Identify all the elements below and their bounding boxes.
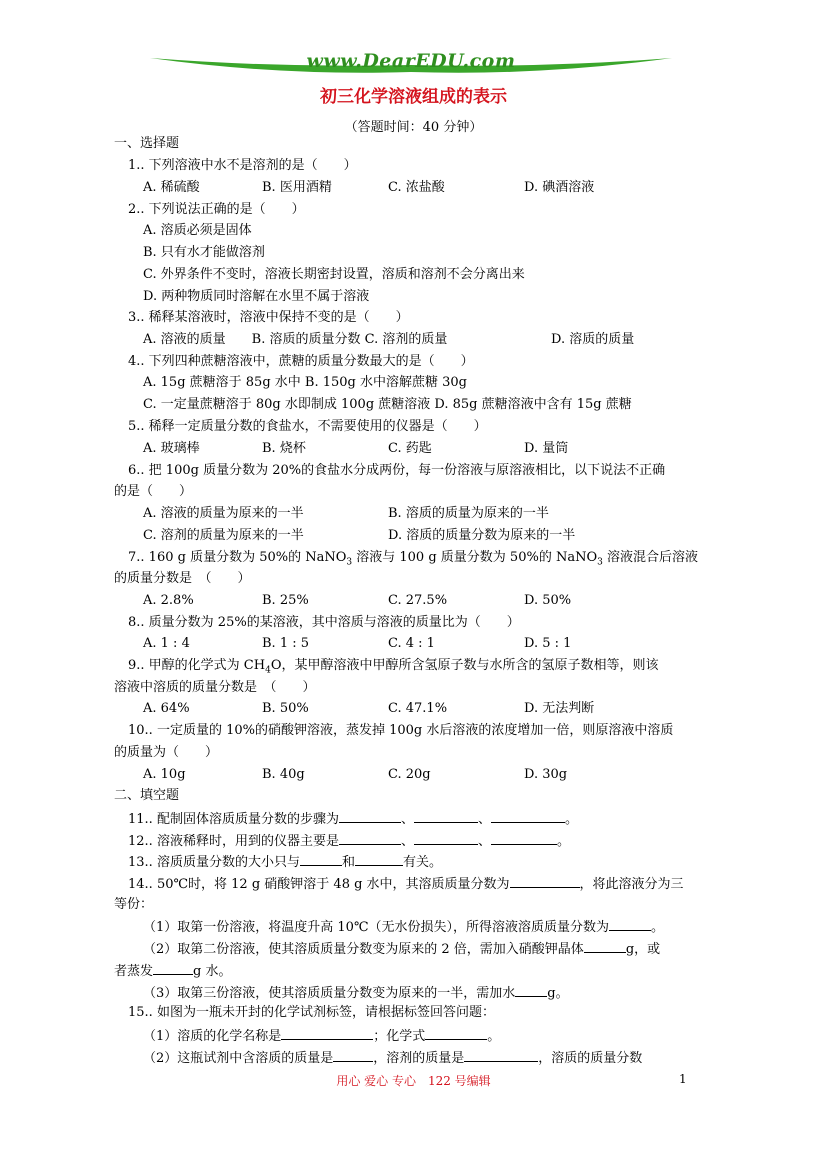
answer-blank[interactable] [414, 809, 478, 823]
stem-text: （2）取第二份溶液，使其溶质质量分数变为原来的 2 倍，需加入硝酸钾晶体 [143, 942, 584, 957]
option: A. 溶质必须是固体 [143, 223, 252, 238]
option: D. 两种物质同时溶解在水里不属于溶液 [143, 289, 370, 304]
question-stem: 溶液中溶质的质量分数是 （ ） [114, 680, 316, 695]
stem-end: 。 [556, 834, 570, 849]
answer-blank[interactable] [339, 831, 401, 845]
stem-text: 9.. 甲醇的化学式为 CH [128, 658, 266, 673]
option: D. 溶质的质量 [551, 332, 635, 347]
option: C. 4 : 1 [388, 636, 435, 651]
stem-text: O，某甲醇溶液中甲醇所含氢原子数与水所含的氢原子数相等，则该 [270, 658, 659, 673]
stem-text: 溶液混合后溶液 [602, 550, 698, 565]
option: D. 溶质的质量分数为原来的一半 [388, 528, 576, 543]
sub-question [143, 1026, 500, 1046]
option: C. 浓盐酸 [388, 180, 445, 195]
option: B. 40g [262, 767, 305, 782]
answer-blank[interactable] [355, 852, 403, 866]
answer-blank[interactable] [414, 831, 478, 845]
subscript: 4 [265, 665, 271, 676]
sub-question [143, 983, 569, 1003]
stem-end: 有关。 [402, 855, 442, 870]
stem-text: （3）取第三份溶液，使其溶质质量分数变为原来的一半，需加水 [143, 986, 516, 1001]
separator: 、 [400, 834, 414, 849]
option: D. 30g [524, 767, 568, 782]
option: A. 溶液的质量为原来的一半 [143, 506, 304, 521]
stem-text: 7.. 160 g 质量分数为 50%的 NaNO [128, 550, 347, 565]
answer-blank[interactable] [491, 809, 565, 823]
question-stem [128, 852, 442, 872]
stem-end: 。 [564, 812, 578, 827]
option: B. 50% [262, 701, 309, 716]
option: D. 无法判断 [524, 701, 595, 716]
sub-question [143, 1048, 642, 1068]
site-name: www.DearEDU.com [306, 50, 516, 72]
option: A. 64% [143, 701, 190, 716]
answer-blank[interactable] [491, 831, 557, 845]
option: C. 47.1% [388, 701, 448, 716]
answer-blank[interactable] [425, 1026, 487, 1040]
section-heading: 二、填空题 [114, 788, 180, 803]
page-title: 初三化学溶液组成的表示 [320, 87, 507, 107]
option: A. 15g 蔗糖溶于 85g 水中 B. 150g 水中溶解蔗糖 30g [143, 375, 467, 390]
question-stem [128, 657, 659, 680]
separator: 、 [477, 812, 491, 827]
stem-end: 。 [651, 920, 665, 935]
stem-text: 13.. 溶质质量分数的大小只与 [128, 855, 300, 870]
question-stem: 10.. 一定质量的 10%的硝酸钾溶液，蒸发掉 100g 水后溶液的浓度增加一倍，则原溶液中溶质 [128, 723, 674, 738]
stem-text: 11.. 配制固体溶质质量分数的步骤为 [128, 812, 339, 827]
page-subtitle: （答题时间：40 分钟） [344, 120, 483, 135]
option: D. 碘酒溶液 [524, 180, 595, 195]
answer-blank[interactable] [584, 939, 626, 953]
option: A. 1 : 4 [143, 636, 190, 651]
sub-question [143, 939, 660, 959]
question-stem: 的是（ ） [114, 484, 193, 499]
question-stem [128, 831, 570, 851]
stem-text: 溶液与 100 g 质量分数为 50%的 NaNO [352, 550, 598, 565]
stem-text: ；化学式 [373, 1029, 426, 1044]
option: D. 5 : 1 [524, 636, 572, 651]
question-stem: 1.. 下列溶液中水不是溶剂的是（ ） [128, 158, 357, 173]
separator: 、 [400, 812, 414, 827]
question-stem [128, 809, 578, 829]
question-stem: 4.. 下列四种蔗糖溶液中，蔗糖的质量分数最大的是（ ） [128, 354, 474, 369]
subscript: 3 [346, 557, 353, 568]
stem-text: ，将此溶液分为三 [579, 877, 684, 892]
option: C. 27.5% [388, 593, 448, 608]
question-stem: 15.. 如图为一瓶未开封的化学试剂标签，请根据标签回答问题： [128, 1005, 495, 1020]
stem-text: （1）溶质的化学名称是 [143, 1029, 282, 1044]
option: A. 10g [143, 767, 186, 782]
option: A. 稀硫酸 [143, 180, 200, 195]
question-stem [128, 549, 698, 572]
page-number: 1 [679, 1072, 687, 1086]
option: C. 外界条件不变时，溶液长期密封设置，溶质和溶剂不会分离出来 [143, 267, 525, 282]
question-stem: 等份： [114, 897, 154, 912]
answer-blank[interactable] [609, 917, 651, 931]
stem-text: 者蒸发 [114, 964, 154, 979]
sub-question [143, 917, 664, 937]
question-stem: 的质量分数是 （ ） [114, 571, 251, 586]
option: D. 50% [524, 593, 572, 608]
section-heading: 一、选择题 [114, 136, 180, 151]
answer-blank[interactable] [515, 983, 547, 997]
stem-end: 。 [487, 1029, 501, 1044]
option: A. 玻璃棒 [143, 441, 200, 456]
answer-blank[interactable] [464, 1048, 538, 1062]
option: A. 2.8% [143, 593, 194, 608]
question-stem: 6.. 把 100g 质量分数为 20%的食盐水分成两份，每一份溶液与原溶液相比，以下说法不正确 [128, 463, 666, 478]
option: C. 一定量蔗糖溶于 80g 水即制成 100g 蔗糖溶液 D. 85g 蔗糖溶液中含有 15g 蔗糖 [143, 397, 632, 412]
stem-text: ，溶剂的质量是 [373, 1051, 465, 1066]
site-header [150, 50, 672, 80]
option: B. 25% [262, 593, 309, 608]
question-stem: 2.. 下列说法正确的是（ ） [128, 202, 305, 217]
stem-text: 12.. 溶液稀释时，用到的仪器主要是 [128, 834, 339, 849]
stem-text: 14.. 50℃时，将 12 g 硝酸钾溶于 48 g 水中，其溶质质量分数为 [128, 877, 510, 892]
option: B. 溶质的质量为原来的一半 [388, 506, 549, 521]
question-stem: 5.. 稀释一定质量分数的食盐水，不需要使用的仪器是（ ） [128, 419, 487, 434]
answer-blank[interactable] [333, 1048, 373, 1062]
option: B. 医用酒精 [262, 180, 332, 195]
stem-text: g，或 [625, 942, 661, 957]
option: C. 溶剂的质量为原来的一半 [143, 528, 304, 543]
stem-text: 和 [341, 855, 355, 870]
answer-blank[interactable] [153, 961, 193, 975]
option: D. 量筒 [524, 441, 569, 456]
sub-question [114, 961, 231, 981]
option: C. 药匙 [388, 441, 432, 456]
answer-blank[interactable] [300, 852, 342, 866]
question-stem: 的质量为（ ） [114, 745, 219, 760]
stem-end: g。 [547, 986, 569, 1001]
question-stem: 8.. 质量分数为 25%的某溶液，其中溶质与溶液的质量比为（ ） [128, 615, 520, 630]
stem-text: （1）取第一份溶液，将温度升高 10℃（无水份损失），所得溶液溶质质量分数为 [143, 920, 609, 935]
option: C. 20g [388, 767, 431, 782]
option: B. 1 : 5 [262, 636, 310, 651]
option: B. 烧杯 [262, 441, 306, 456]
stem-text: （2）这瓶试剂中含溶质的质量是 [143, 1051, 334, 1066]
answer-blank[interactable] [281, 1026, 373, 1040]
option: B. 只有水才能做溶剂 [143, 245, 265, 260]
page-footer: 用心 爱心 专心 122 号编辑 [336, 1074, 491, 1088]
question-stem: 3.. 稀释某溶液时，溶液中保持不变的是（ ） [128, 310, 409, 325]
stem-text: g 水。 [193, 964, 232, 979]
answer-blank[interactable] [339, 809, 401, 823]
answer-blank[interactable] [510, 874, 580, 888]
subscript: 3 [597, 557, 603, 568]
question-stem [128, 874, 684, 894]
separator: 、 [477, 834, 491, 849]
option: A. 溶液的质量 B. 溶质的质量分数 C. 溶剂的质量 [143, 332, 448, 347]
stem-text: ，溶质的质量分数 [538, 1051, 643, 1066]
